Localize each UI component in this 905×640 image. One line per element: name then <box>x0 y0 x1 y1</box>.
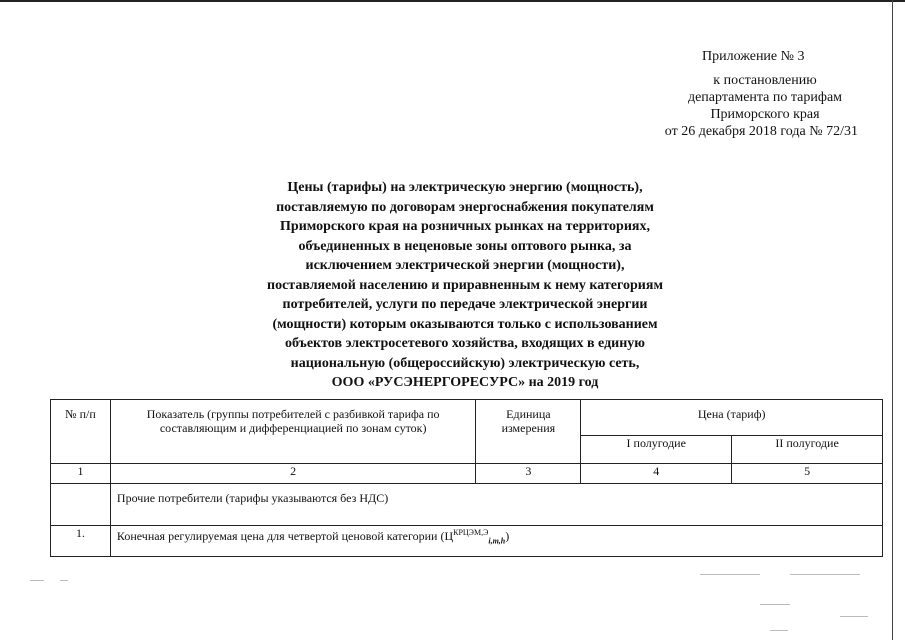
scan-border-right <box>892 0 893 640</box>
title-line: объединенных в неценовые зоны оптового рынка, за <box>298 238 632 254</box>
row-indicator-superscript: КРЦЭМ,Э <box>453 528 489 537</box>
column-index: 2 <box>110 464 475 484</box>
scan-speck <box>760 604 790 605</box>
scan-speck <box>790 574 860 575</box>
column-index: 3 <box>476 464 581 484</box>
column-index: 1 <box>51 464 111 484</box>
header-unit: Единица измерения <box>476 400 581 464</box>
scan-speck <box>60 580 68 581</box>
section-label: Прочие потребители (тарифы указываются без НДС) <box>110 484 882 526</box>
table-row <box>51 526 883 557</box>
header-price: Цена (тариф) <box>581 400 883 436</box>
row-indicator-subscript: i,m,h <box>488 536 506 546</box>
annex-number: Приложение № 3 <box>702 49 805 64</box>
header-half-1: I полугодие <box>581 436 732 464</box>
section-row <box>51 484 883 526</box>
column-index: 5 <box>732 464 883 484</box>
title-line: поставляемой населению и приравненным к нему категориям <box>267 277 663 293</box>
title-line: Приморского края на розничных рынках на территориях, <box>280 219 650 234</box>
row-indicator <box>110 526 882 557</box>
header-half-2: II полугодие <box>732 436 883 464</box>
scan-speck <box>700 574 760 575</box>
row-number: 1. <box>51 526 111 557</box>
title-line: Цены (тарифы) на электрическую энергию (мощность), <box>287 180 643 195</box>
document-title <box>232 178 698 393</box>
section-num-cell <box>51 484 111 526</box>
row-indicator-text: Конечная регулируемая цена для четвертой ценовой категории (Ц <box>116 529 454 543</box>
title-line: объектов электросетевого хозяйства, входящих в единую <box>285 336 645 351</box>
title-line: ООО «РУСЭНЕРГОРЕСУРС» на 2019 год <box>331 375 599 390</box>
title-line: поставляемую по договорам энергоснабжения покупателям <box>276 199 654 215</box>
title-line: (мощности) которым оказываются только с использованием <box>272 316 658 332</box>
header-indicator: Показатель (группы потребителей с разбивкой тарифа по составляющим и дифференциацией по зонам суток) <box>110 400 475 464</box>
annex-line-3: Приморского края <box>710 107 820 122</box>
annex-line-1: к постановлению <box>713 73 817 88</box>
column-index-row <box>51 464 883 484</box>
row-indicator-close: ) <box>505 529 510 543</box>
scan-speck <box>770 630 788 631</box>
scan-border-top <box>0 0 905 2</box>
annex-line-4: от 26 декабря 2018 года № 72/31 <box>664 124 858 139</box>
header-num: № п/п <box>51 400 111 464</box>
title-line: потребителей, услуги по передаче электрической энергии <box>282 297 648 312</box>
tariff-table <box>50 399 883 557</box>
annex-line-2: департамента по тарифам <box>687 90 843 105</box>
table-header-row <box>51 400 883 436</box>
scan-speck <box>840 616 868 617</box>
title-line: исключением электрической энергии (мощности), <box>305 258 625 273</box>
annex-block <box>650 48 880 140</box>
scan-noise <box>0 560 905 640</box>
column-index: 4 <box>581 464 732 484</box>
title-line: национальную (общероссийскую) электрическую сеть, <box>290 355 640 371</box>
scan-speck <box>30 580 44 581</box>
